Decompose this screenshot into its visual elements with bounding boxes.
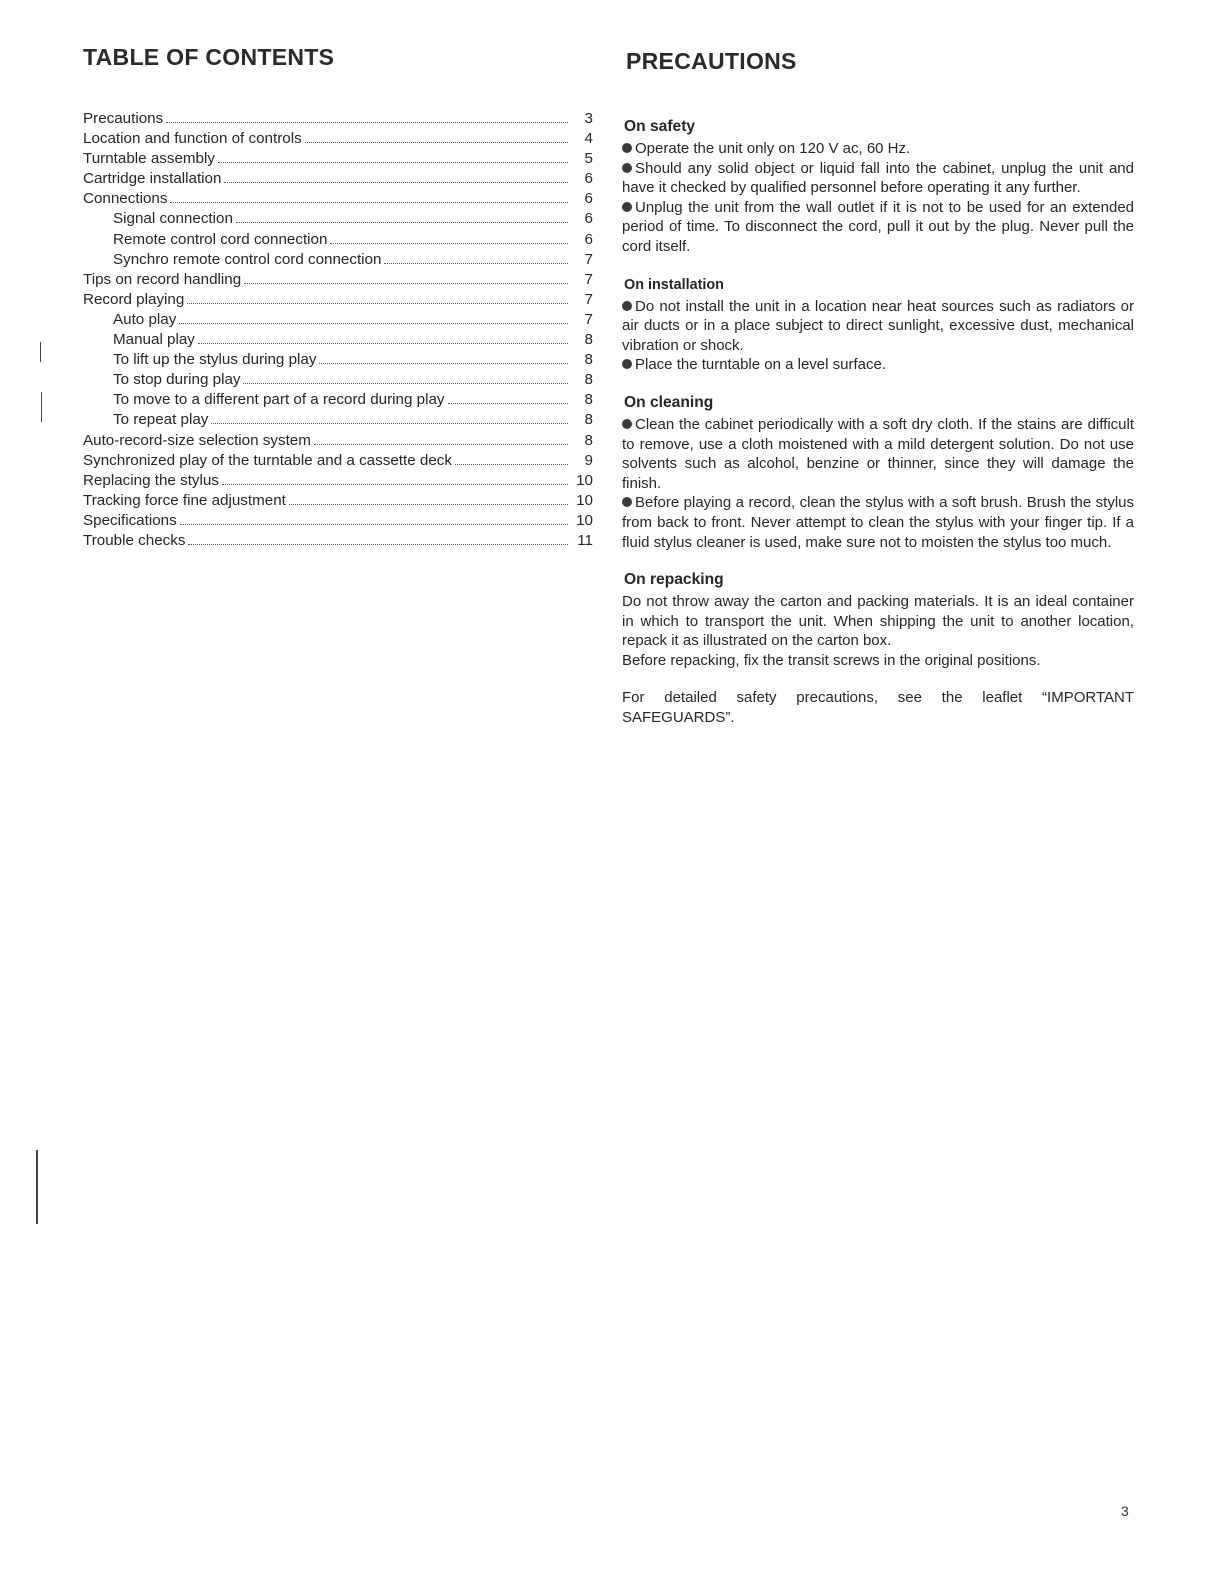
toc-entry-label: Synchronized play of the turntable and a cassette deck (83, 451, 452, 469)
bullet-icon (622, 143, 632, 153)
toc-entry-page: 7 (584, 310, 593, 328)
toc-entry-label: Auto-record-size selection system (83, 431, 311, 449)
toc-entry-page: 10 (576, 511, 593, 529)
safety-item: Operate the unit only on 120 V ac, 60 Hz. (622, 139, 1134, 159)
cleaning-item: Clean the cabinet periodically with a soft dry cloth. If the stains are difficult to remove, use a cloth moistened with a mild detergent solution. Do not use solvents such as alcohol, benzine or thinner, since they will damage the finish. (622, 415, 1134, 492)
safety-section (622, 117, 1134, 257)
toc-entry-page: 7 (584, 290, 593, 308)
toc-entry-page: 6 (584, 190, 593, 208)
safety-item: Unplug the unit from the wall outlet if it is not to be used for an extended period of time. To disconnect the cord, pull it out by the plug. Never pull the cord itself. (622, 198, 1134, 255)
toc-entry-label: Signal connection (113, 210, 233, 228)
cleaning-item: Before playing a record, clean the stylus with a soft brush. Brush the stylus from back to front. Never attempt to clean the stylus with your finger tip. If a fluid stylus cleaner is used, make sure not to moisten the stylus too much. (622, 494, 1134, 551)
toc-dot-leader (244, 271, 568, 284)
scan-margin-mark (40, 342, 41, 362)
toc-entry-label: Tracking force fine adjustment (83, 491, 286, 509)
toc-entry (83, 290, 593, 310)
toc-entry-label: To move to a different part of a record during play (113, 391, 445, 409)
toc-entry (83, 431, 593, 451)
toc-entry-label: Record playing (83, 290, 185, 308)
toc-entry-page: 8 (584, 411, 593, 429)
toc-dot-leader (448, 391, 569, 404)
scan-margin-mark (41, 392, 42, 422)
toc-entry (83, 129, 593, 149)
toc-entry-label: Remote control cord connection (113, 230, 328, 248)
toc-entry-label: Trouble checks (83, 531, 186, 549)
bullet-icon (622, 497, 632, 507)
precautions (622, 48, 1134, 728)
toc-dot-leader (180, 512, 568, 525)
toc-entry-label: Replacing the stylus (83, 471, 219, 489)
cleaning-section (622, 393, 1134, 552)
toc-dot-leader (314, 432, 568, 445)
toc-entry (83, 109, 593, 129)
bullet-icon (622, 301, 632, 311)
bullet-icon (622, 419, 632, 429)
toc-entry-page: 10 (576, 491, 593, 509)
toc-dot-leader (455, 452, 568, 465)
toc-entry (83, 250, 593, 270)
toc-entry-page: 6 (584, 170, 593, 188)
toc-dot-leader (170, 190, 568, 203)
toc-entry-page: 9 (584, 451, 593, 469)
toc-entry (83, 209, 593, 229)
toc-entry-label: Auto play (113, 310, 177, 328)
toc-dot-leader (187, 291, 568, 304)
toc-dot-leader (198, 331, 568, 344)
toc-entry-label: Tips on record handling (83, 270, 242, 288)
toc-entry (83, 330, 593, 350)
toc-dot-leader (289, 492, 568, 505)
toc-entry (83, 491, 593, 511)
toc-dot-leader (236, 210, 568, 223)
toc-dot-leader (188, 532, 568, 545)
toc-entry-page: 8 (584, 351, 593, 369)
toc-dot-leader (211, 411, 568, 424)
toc-list (83, 109, 593, 551)
repacking-text-2: Before repacking, fix the transit screws in the original positions. (622, 651, 1041, 669)
toc-entry-label: Location and function of controls (83, 130, 302, 148)
toc-entry (83, 410, 593, 430)
toc-dot-leader (224, 170, 568, 183)
toc-entry-label: Precautions (83, 110, 164, 127)
toc-entry (83, 350, 593, 370)
toc-entry-page: 4 (584, 130, 593, 148)
toc-entry-label: Manual play (113, 331, 195, 349)
closing-note: For detailed safety precautions, see the leaflet “IMPORTANT SAFEGUARDS”. (622, 689, 1134, 727)
toc-entry (83, 390, 593, 410)
page-number: 3 (1121, 1503, 1129, 1519)
toc-entry (83, 451, 593, 471)
toc-dot-leader (330, 231, 568, 244)
toc-entry-page: 10 (576, 471, 593, 489)
toc-entry-page: 11 (577, 531, 593, 549)
repacking-section (622, 570, 1134, 670)
toc-entry-label: To lift up the stylus during play (113, 351, 317, 369)
toc-entry (83, 270, 593, 290)
toc-entry-page: 8 (584, 331, 593, 349)
toc-entry-label: Specifications (83, 511, 177, 529)
toc-dot-leader (222, 472, 568, 485)
precautions-title: PRECAUTIONS (626, 48, 797, 74)
toc-entry-page: 7 (584, 250, 593, 268)
toc-dot-leader (384, 251, 568, 264)
bullet-icon (622, 359, 632, 369)
toc-entry-page: 8 (584, 371, 593, 389)
toc-entry (83, 511, 593, 531)
toc-entry-page: 8 (584, 391, 593, 409)
toc-entry-page: 7 (584, 270, 593, 288)
toc-entry-page: 6 (584, 210, 593, 228)
cleaning-heading: On cleaning (624, 393, 714, 411)
toc-entry-label: To stop during play (113, 371, 241, 389)
toc-entry-label: Turntable assembly (83, 150, 215, 168)
scan-margin-mark (36, 1150, 38, 1224)
toc-entry-label: Synchro remote control cord connection (113, 250, 382, 268)
toc-title: TABLE OF CONTENTS (83, 44, 335, 70)
toc-dot-leader (166, 110, 568, 123)
toc-entry-page: 6 (584, 230, 593, 248)
toc-entry-label: To repeat play (113, 411, 209, 429)
bullet-icon (622, 163, 632, 173)
toc-entry (83, 169, 593, 189)
toc-dot-leader (243, 371, 568, 384)
toc-entry (83, 149, 593, 169)
toc-dot-leader (305, 130, 568, 143)
repacking-heading: On repacking (624, 571, 724, 589)
toc-entry (83, 471, 593, 491)
toc-entry (83, 230, 593, 250)
safety-heading: On safety (624, 118, 696, 135)
installation-section (622, 275, 1134, 375)
toc-entry (83, 370, 593, 390)
safety-item: Should any solid object or liquid fall into the cabinet, unplug the unit and have it checked by qualified personnel before operating it any further. (622, 159, 1134, 197)
installation-heading: On installation (624, 276, 724, 293)
installation-item: Place the turntable on a level surface. (622, 355, 1134, 375)
toc-entry-label: Connections (83, 190, 168, 208)
installation-item: Do not install the unit in a location near heat sources such as radiators or air ducts or in a place subject to direct sunlight, excessive dust, mechanical vibration or shock. (622, 297, 1134, 354)
toc-dot-leader (218, 150, 568, 163)
toc-entry-label: Cartridge installation (83, 170, 222, 188)
toc-entry (83, 531, 593, 551)
toc-entry-page: 3 (584, 110, 593, 127)
bullet-icon (622, 202, 632, 212)
table-of-contents (83, 44, 593, 551)
toc-entry (83, 189, 593, 209)
toc-entry-page: 8 (584, 431, 593, 449)
toc-entry (83, 310, 593, 330)
toc-entry-page: 5 (584, 150, 593, 168)
repacking-text: Do not throw away the carton and packing materials. It is an ideal container in which to transport the unit. When shipping the unit to another location, repack it as illustrated on the carton box. (622, 593, 1134, 650)
toc-dot-leader (179, 311, 568, 324)
toc-dot-leader (319, 351, 568, 364)
